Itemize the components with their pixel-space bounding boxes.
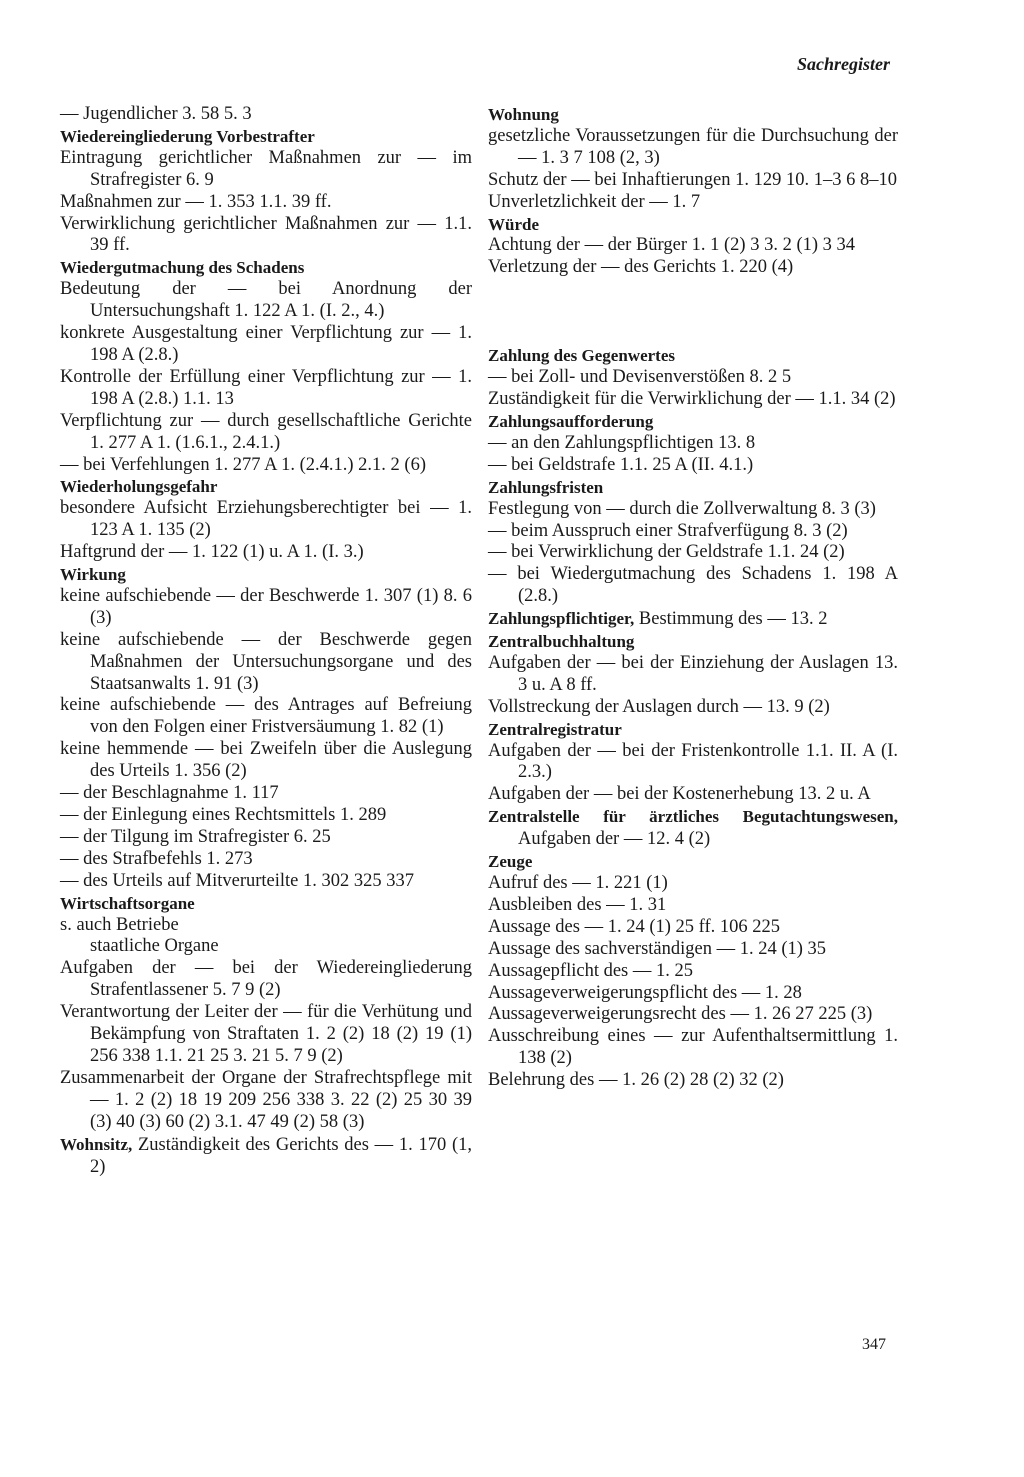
index-entry: Aufgaben der — bei der Wiedereingliederung Strafentlassener 5. 7 9 (2)	[60, 958, 472, 1001]
index-column-right	[488, 104, 898, 1092]
index-entry: s. auch Betriebe	[60, 914, 179, 935]
index-entry: gesetzliche Voraussetzungen für die Durchsuchung der — 1. 3 7 108 (2, 3)	[488, 125, 898, 168]
index-entry: Festlegung von — durch die Zollverwaltung 8. 3 (3)	[488, 498, 876, 519]
index-entry: keine aufschiebende — der Beschwerde gegen Maßnahmen der Untersuchungsorgane und des Staatsanwalts 1. 91 (3)	[60, 629, 472, 694]
index-headword: Zahlungsaufforderung	[488, 411, 654, 431]
index-entry-text: Bestimmung des — 13. 2	[634, 609, 828, 630]
index-entry: Verwirklichung gerichtlicher Maßnahmen zur — 1.1. 39 ff.	[60, 213, 472, 256]
index-entry: — bei Zoll- und Devisenverstößen 8. 2 5	[488, 367, 792, 388]
index-entry: — beim Ausspruch einer Strafverfügung 8. 3 (2)	[488, 520, 848, 541]
index-entry: Aufgaben der — bei der Kostenerhebung 13. 2 u. A	[488, 784, 871, 805]
index-headword: Zahlungspflichtiger,	[488, 609, 635, 629]
index-headword: Zeuge	[488, 852, 533, 872]
index-entry: konkrete Ausgestaltung einer Verpflichtung zur — 1. 198 A (2.8.)	[60, 323, 472, 365]
index-entry: keine hemmende — bei Zweifeln über die Auslegung des Urteils 1. 356 (2)	[60, 739, 472, 782]
index-entry-text: Aufgaben der — 12. 4 (2)	[518, 829, 711, 850]
index-entry: — Jugendlicher 3. 58 5. 3	[60, 104, 252, 124]
index-headword: Wirkung	[60, 565, 126, 585]
index-headword: Zahlungsfristen	[488, 477, 604, 497]
index-headword: Wohnung	[488, 105, 559, 124]
index-entry: Aussage des sachverständigen — 1. 24 (1) 35	[488, 938, 827, 959]
index-entry: Verletzung der — des Gerichts 1. 220 (4)	[488, 257, 794, 278]
index-headword: Wiedergutmachung des Schadens	[60, 258, 305, 278]
index-entry: Schutz der — bei Inhaftierungen 1. 129 10. 1–3 6 8–10	[488, 169, 897, 190]
index-entry: — des Urteils auf Mitverurteilte 1. 302 325 337	[60, 870, 415, 891]
index-entry: Belehrung des — 1. 26 (2) 28 (2) 32 (2)	[488, 1070, 784, 1091]
index-entry: — an den Zahlungspflichtigen 13. 8	[488, 432, 756, 453]
index-entry: Unverletzlichkeit der — 1. 7	[488, 191, 701, 212]
index-headword: Zentralstelle für ärztliches Begutachtungswesen,	[488, 807, 898, 827]
index-entry: Maßnahmen zur — 1. 353 1.1. 39 ff.	[60, 191, 332, 212]
index-entry: Ausbleiben des — 1. 31	[488, 894, 667, 915]
page-number: 347	[862, 1336, 886, 1353]
index-headword: Zahlung des Gegenwertes	[488, 346, 675, 366]
index-entry: Zusammenarbeit der Organe der Strafrechtspflege mit — 1. 2 (2) 18 19 209 256 338 3. 22 (2) 25 30 39 (3) 40 (3) 60 (2) 3.1. 47 49 (2) 58 (3)	[60, 1067, 472, 1132]
index-entry: — bei Geldstrafe 1.1. 25 A (II. 4.1.)	[488, 454, 754, 475]
index-entry	[60, 1134, 472, 1179]
index-entry: — bei Verwirklichung der Geldstrafe 1.1. 24 (2)	[488, 542, 845, 563]
index-entry: staatliche Organe	[90, 936, 219, 957]
index-entry: Aussage des — 1. 24 (1) 25 ff. 106 225	[488, 916, 781, 937]
index-column-left	[60, 104, 472, 1178]
index-entry: Bedeutung der — bei Anordnung der Untersuchungshaft 1. 122 A 1. (I. 2., 4.)	[60, 279, 472, 322]
index-entry: Aufgaben der — bei der Fristenkontrolle 1.1. II. A (I. 2.3.)	[488, 740, 898, 783]
index-headword: Zentralbuchhaltung	[488, 632, 635, 652]
index-headword: Wirtschaftsorgane	[60, 893, 195, 913]
index-entry: Verantwortung der Leiter der — für die Verhütung und Bekämpfung von Straftaten 1. 2 (2) 18 (2) 19 (1) 256 338 1.1. 21 25 3. 21 5. 7 9 (2)	[60, 1002, 472, 1066]
index-entry: Aussagepflicht des — 1. 25	[488, 960, 694, 981]
index-headword: Wiedereingliederung Vorbestrafter	[60, 126, 315, 146]
index-entry: — der Tilgung im Strafregister 6. 25	[60, 826, 331, 847]
index-entry: — der Einlegung eines Rechtsmittels 1. 289	[60, 805, 387, 825]
index-entry: Eintragung gerichtlicher Maßnahmen zur — im Strafregister 6. 9	[60, 147, 472, 190]
index-entry: — bei Wiedergutmachung des Schadens 1. 198 A (2.8.)	[488, 564, 898, 607]
index-entry: besondere Aufsicht Erziehungsberechtigter bei — 1. 123 A 1. 135 (2)	[60, 498, 472, 541]
index-entry: Aussageverweigerungspflicht des — 1. 28	[488, 982, 802, 1003]
index-entry: — bei Verfehlungen 1. 277 A 1. (2.4.1.) 2.1. 2 (6)	[60, 454, 427, 475]
index-entry	[488, 608, 898, 631]
index-entry: Kontrolle der Erfüllung einer Verpflichtung zur — 1. 198 A (2.8.) 1.1. 13	[60, 366, 472, 409]
index-entry	[488, 806, 898, 851]
index-entry: keine aufschiebende — der Beschwerde 1. 307 (1) 8. 6 (3)	[60, 585, 472, 628]
section-gap	[488, 279, 898, 345]
index-entry: Aufgaben der — bei der Einziehung der Auslagen 13. 3 u. A 8 ff.	[488, 652, 898, 695]
index-entry: Aufruf des — 1. 221 (1)	[488, 873, 668, 893]
index-entry: Aussageverweigerungsrecht des — 1. 26 27 225 (3)	[488, 1004, 873, 1025]
index-entry: Haftgrund der — 1. 122 (1) u. A 1. (I. 3.)	[60, 542, 364, 563]
index-headword: Wiederholungsgefahr	[60, 477, 218, 497]
index-headword: Würde	[488, 214, 539, 234]
index-entry: Achtung der — der Bürger 1. 1 (2) 3 3. 2 (1) 3 34	[488, 235, 856, 256]
index-entry-text: Zuständigkeit des Gerichts des — 1. 170 (1, 2)	[90, 1134, 472, 1177]
index-headword: Wohnsitz,	[60, 1134, 133, 1154]
index-entry: — der Beschlagnahme 1. 117	[60, 783, 279, 804]
index-entry: — des Strafbefehls 1. 273	[60, 848, 253, 869]
index-entry: keine aufschiebende — des Antrages auf Befreiung von den Folgen einer Fristversäumung 1. 82 (1)	[60, 695, 472, 738]
index-headword: Zentralregistratur	[488, 719, 622, 739]
running-header: Sachregister	[796, 54, 890, 74]
index-entry: Vollstreckung der Auslagen durch — 13. 9 (2)	[488, 696, 830, 717]
index-entry: Zuständigkeit für die Verwirklichung der — 1.1. 34 (2)	[488, 389, 896, 410]
index-entry: Verpflichtung zur — durch gesellschaftliche Gerichte 1. 277 A 1. (1.6.1., 2.4.1.)	[60, 410, 472, 453]
index-entry: Ausschreibung eines — zur Aufenthaltsermittlung 1. 138 (2)	[488, 1026, 898, 1069]
